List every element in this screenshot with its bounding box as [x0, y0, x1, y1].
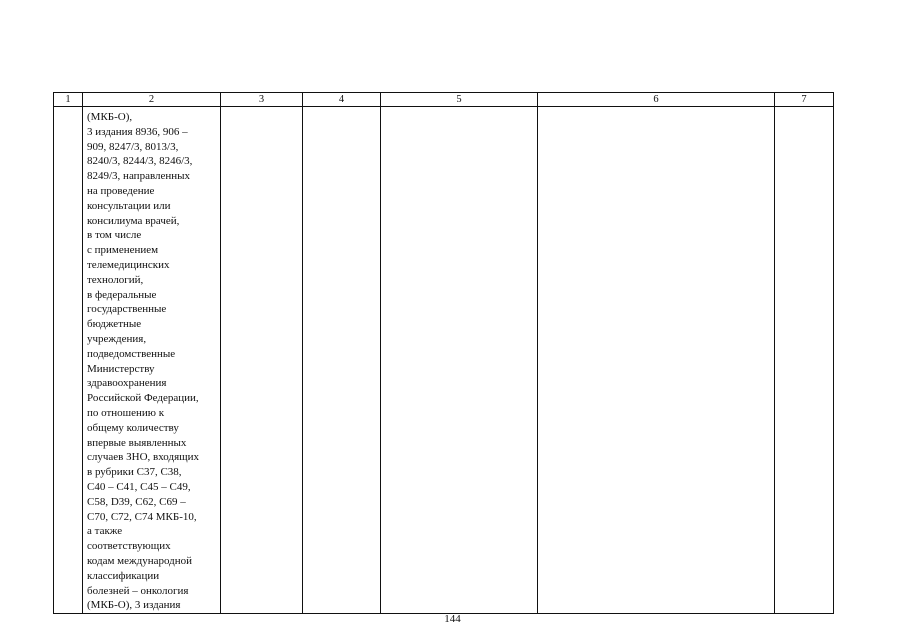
column-header-2: 2 — [83, 93, 221, 107]
cell-col-6 — [538, 107, 775, 614]
text-line: соответствующих — [87, 540, 171, 553]
column-header-7: 7 — [775, 93, 834, 107]
table-row — [54, 107, 834, 614]
column-header-5: 5 — [381, 93, 538, 107]
column-header-4: 4 — [303, 93, 381, 107]
text-line: 8240/3, 8244/3, 8246/3, — [87, 155, 193, 168]
text-line: технологий, — [87, 273, 144, 286]
cell-col-2 — [83, 107, 221, 614]
column-header-3: 3 — [221, 93, 303, 107]
text-line: подведомственные — [87, 347, 176, 360]
text-line: бюджетные — [87, 318, 142, 331]
cell-col-4 — [303, 107, 381, 614]
text-line: в том числе — [87, 229, 142, 242]
text-line: впервые выявленных — [87, 436, 187, 449]
text-line: учреждения, — [87, 332, 147, 345]
text-line: в федеральные — [87, 288, 157, 301]
column-header-1: 1 — [54, 93, 83, 107]
text-line: кодам международной — [87, 554, 193, 567]
text-line: С58, D39, С62, С69 – — [87, 495, 186, 508]
text-line: 909, 8247/3, 8013/3, — [87, 140, 179, 153]
text-line: Министерству — [87, 362, 155, 375]
text-line: (МКБ-О), — [87, 111, 133, 123]
text-line: (МКБ-О), 3 издания — [87, 599, 181, 612]
indicator-description-text — [83, 107, 220, 613]
text-line: консилиума врачей, — [87, 214, 180, 227]
text-line: здравоохранения — [87, 377, 167, 390]
text-line: государственные — [87, 303, 167, 316]
text-line: С40 – С41, С45 – С49, — [87, 480, 191, 493]
cell-col-7 — [775, 107, 834, 614]
document-table — [53, 92, 834, 614]
column-header-6: 6 — [538, 93, 775, 107]
text-line: болезней – онкология — [87, 584, 189, 597]
text-line: 3 издания 8936, 906 – — [87, 125, 188, 138]
text-line: Российской Федерации, — [87, 392, 199, 405]
text-line: С70, С72, С74 МКБ-10, — [87, 510, 197, 523]
cell-col-1 — [54, 107, 83, 614]
header-row — [54, 93, 834, 107]
text-line: 8249/3, направленных — [87, 170, 191, 183]
text-line: в рубрики С37, С38, — [87, 466, 182, 479]
cell-col-3 — [221, 107, 303, 614]
page-number: 144 — [444, 613, 461, 625]
text-line: по отношению к — [87, 406, 165, 419]
text-line: с применением — [87, 244, 159, 257]
text-line: случаев ЗНО, входящих — [87, 451, 199, 464]
text-line: общему количеству — [87, 421, 179, 434]
text-line: консультации или — [87, 199, 171, 212]
text-line: классификации — [87, 569, 160, 582]
cell-col-5 — [381, 107, 538, 614]
text-line: а также — [87, 525, 123, 538]
text-line: на проведение — [87, 184, 155, 197]
text-line: телемедицинских — [87, 258, 170, 271]
